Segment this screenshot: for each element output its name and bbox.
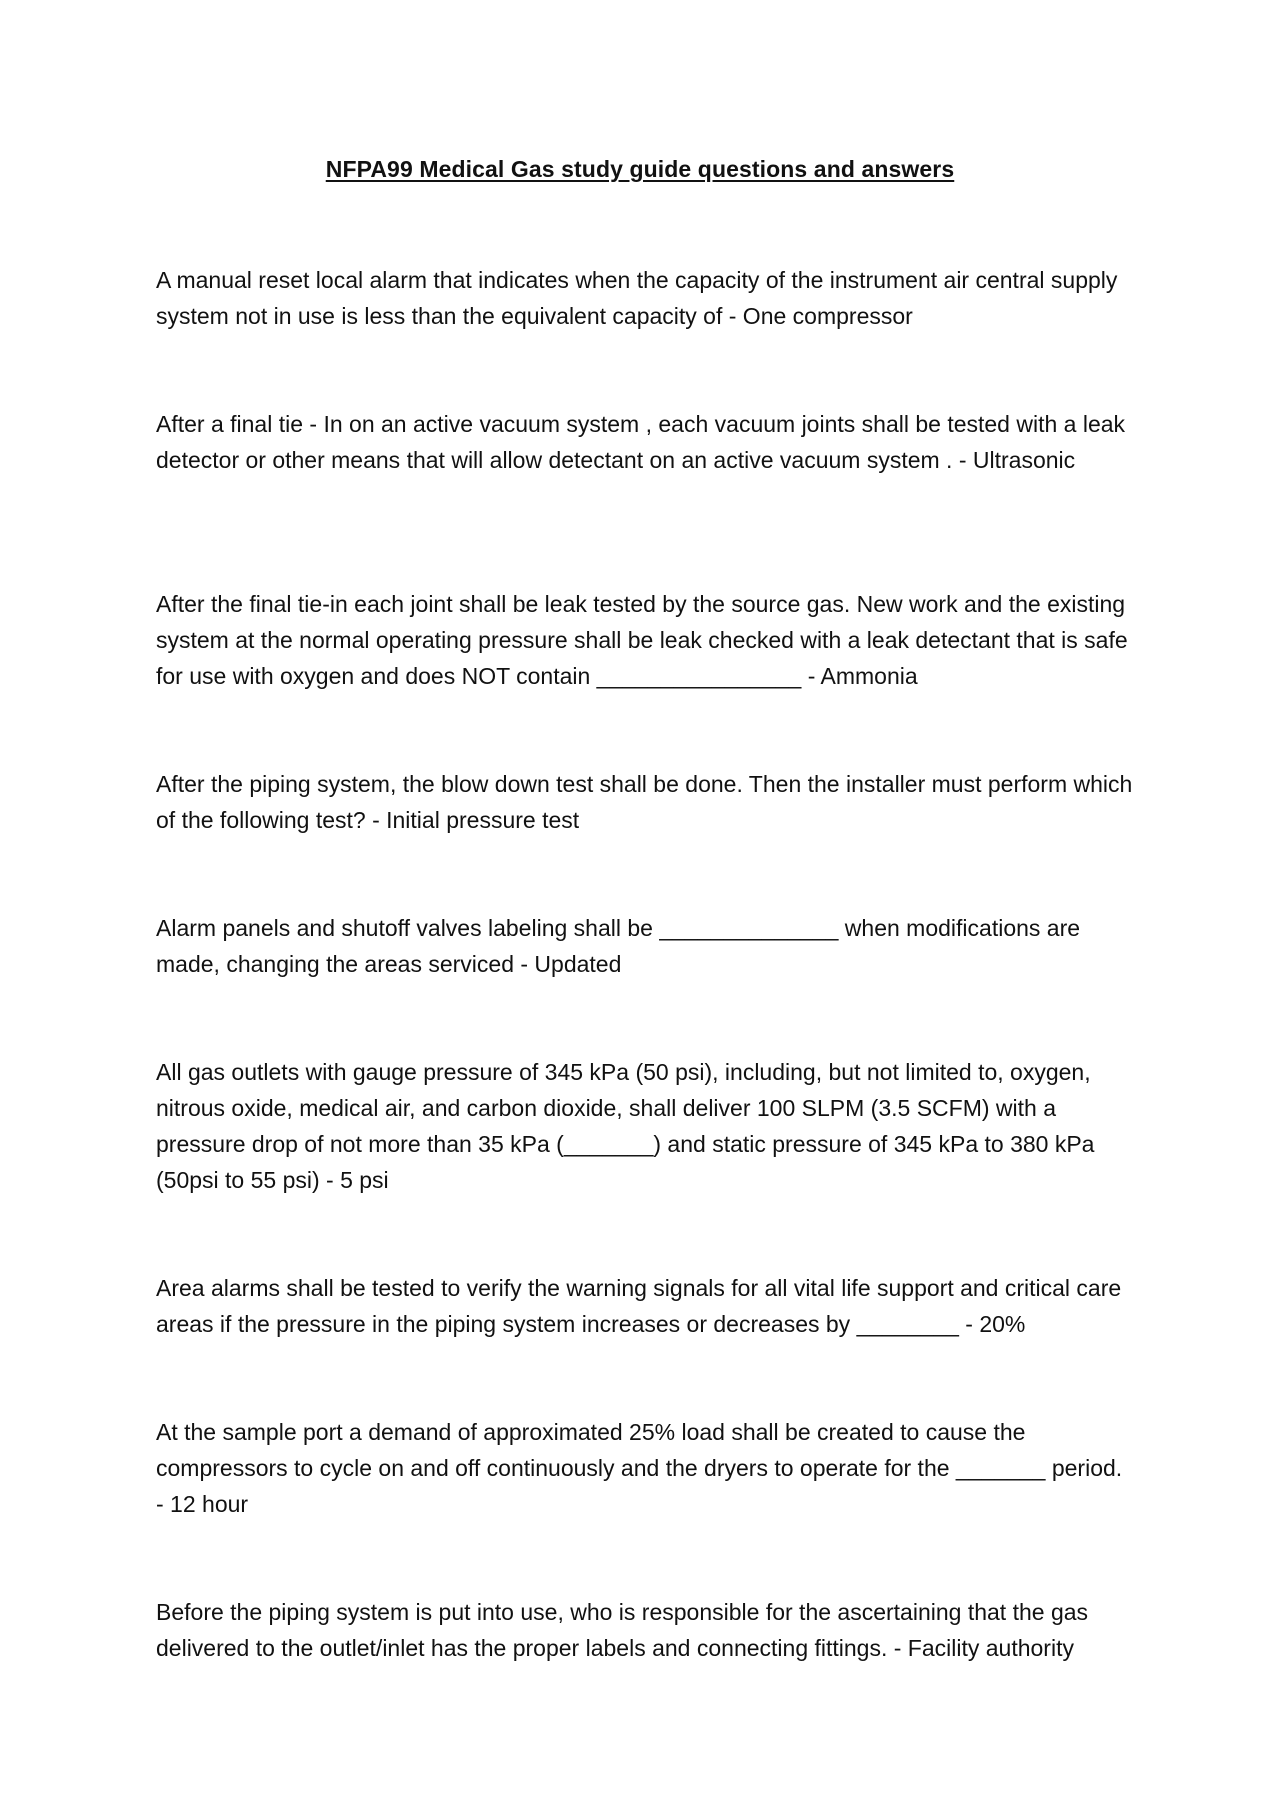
question-answer-paragraph: All gas outlets with gauge pressure of 345 kPa (50 psi), including, but not limited to, oxygen, nitrous oxide, medical air, and carbon dioxide, shall deliver 100 SLPM (3.5 SCFM) with a pressure drop of not more than 35 kPa (_______) and static pressure of 345 kPa to 380 kPa (50psi to 55 psi) - 5 psi	[156, 1059, 1095, 1193]
question-answer-paragraph: Before the piping system is put into use, who is responsible for the ascertaining that the gas delivered to the outlet/inlet has the proper labels and connecting fittings. - Facility authority	[156, 1599, 1089, 1661]
question-answer-paragraph: After the final tie-in each joint shall be leak tested by the source gas. New work and the existing system at the normal operating pressure shall be leak checked with a leak detectant that is safe for use with oxygen and does NOT contain ________________ - Ammonia	[156, 591, 1128, 689]
question-answer-paragraph: Area alarms shall be tested to verify the warning signals for all vital life support and critical care areas if the pressure in the piping system increases or decreases by ________ - 20%	[156, 1275, 1122, 1337]
question-answer-paragraph: After a final tie - In on an active vacuum system , each vacuum joints shall be tested with a leak detector or other means that will allow detectant on an active vacuum system . - Ultrasonic	[156, 411, 1126, 473]
question-answer-paragraph: Alarm panels and shutoff valves labeling shall be ______________ when modifications are made, changing the areas serviced - Updated	[156, 915, 1081, 977]
question-answer-paragraph: A manual reset local alarm that indicates when the capacity of the instrument air central supply system not in use is less than the equivalent capacity of - One compressor	[156, 267, 1118, 329]
document-title: NFPA99 Medical Gas study guide questions and answers	[325, 156, 955, 182]
question-answer-paragraph: After the piping system, the blow down test shall be done. Then the installer must perform which of the following test? - Initial pressure test	[156, 771, 1133, 833]
question-answer-paragraph: At the sample port a demand of approximated 25% load shall be created to cause the compressors to cycle on and off continuously and the dryers to operate for the _______ period. - 12 hour	[156, 1419, 1123, 1517]
